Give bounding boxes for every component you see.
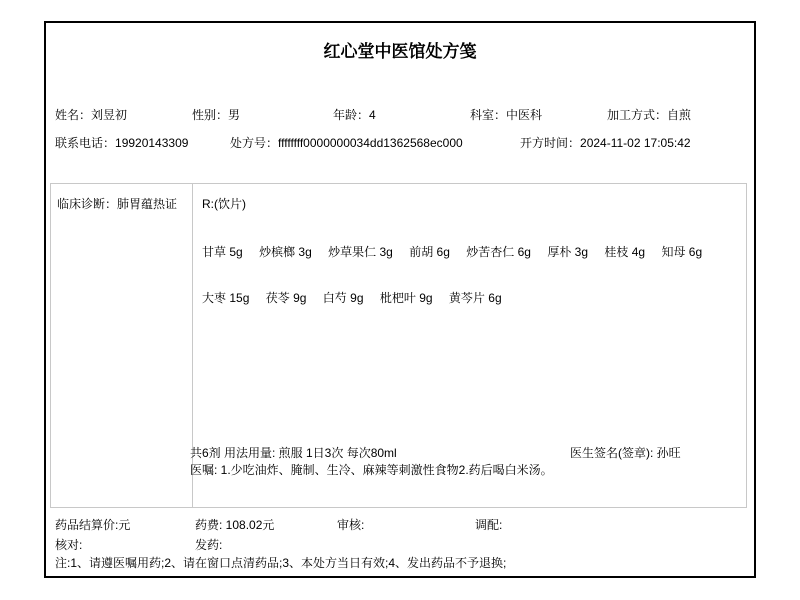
herb-item: 黄芩片 6g xyxy=(448,291,502,305)
patient-phone-label: 联系电话： xyxy=(55,136,116,150)
rx-time-value: 2024-11-02 17:05:42 xyxy=(580,136,691,150)
medical-advice: 医嘱: 1.少吃油炸、腌制、生冷、麻辣等刺激性食物2.药后喝白米汤。 xyxy=(190,463,553,477)
dispense-field: 调配: xyxy=(475,518,503,532)
rx-number-field xyxy=(230,136,463,151)
doctor-signature-field xyxy=(570,446,681,461)
settle-price-label: 药品结算价: xyxy=(55,518,119,532)
patient-dept-value: 中医科 xyxy=(506,108,543,122)
patient-gender-label: 性别： xyxy=(192,108,229,122)
herb-item: 炒槟榔 3g xyxy=(259,245,312,259)
fee-label: 药费: xyxy=(195,518,226,532)
patient-gender-field xyxy=(192,108,240,123)
patient-dept-field xyxy=(470,108,542,123)
herb-item: 茯苓 9g xyxy=(265,291,307,305)
rx-number-value: ffffffff0000000034dd1362568ec000 xyxy=(278,136,463,150)
prescription-box xyxy=(50,183,747,508)
herb-item: 甘草 5g xyxy=(202,245,243,259)
review-field: 审核: xyxy=(337,518,365,532)
patient-dept-label: 科室： xyxy=(470,108,507,122)
patient-phone-field xyxy=(55,136,188,151)
herb-item: 厚朴 3g xyxy=(547,245,589,259)
patient-process-value: 自煎 xyxy=(667,108,692,122)
doctor-signature-value: 孙旺 xyxy=(656,446,681,460)
patient-phone-value: 19920143309 xyxy=(115,136,189,150)
prescription-sheet xyxy=(44,21,756,578)
herb-item: 枇杷叶 9g xyxy=(379,291,433,305)
diagnosis-label: 临床诊断： xyxy=(57,197,118,211)
rx-number-label: 处方号： xyxy=(230,136,279,150)
settle-price-field xyxy=(55,518,130,533)
fee-field xyxy=(195,518,274,533)
herb-item: 前胡 6g xyxy=(409,245,450,259)
usage-line: 共6剂 用法用量: 煎服 1日3次 每次80ml xyxy=(190,446,397,460)
herb-item: 炒苦杏仁 6g xyxy=(466,245,531,259)
patient-age-label: 年龄： xyxy=(333,108,370,122)
herb-line-1 xyxy=(202,245,702,260)
footer-note: 注:1、请遵医嘱用药;2、请在窗口点清药品;3、本处方当日有效;4、发出药品不予退换; xyxy=(55,556,507,570)
rx-header: R:(饮片) xyxy=(202,197,246,211)
diagnosis-cell xyxy=(57,196,188,213)
herb-item: 桂枝 4g xyxy=(604,245,646,259)
doctor-signature-label: 医生签名(签章): xyxy=(570,446,657,460)
check-field: 核对: xyxy=(55,538,83,552)
settle-price-value: 元 xyxy=(118,518,131,532)
rx-time-label: 开方时间： xyxy=(520,136,581,150)
herb-item: 炒草果仁 3g xyxy=(328,245,393,259)
diagnosis-value: 肺胃蕴热证 xyxy=(117,197,178,211)
fee-value: 108.02元 xyxy=(225,518,275,532)
herb-line-2 xyxy=(202,291,502,306)
herb-item: 知母 6g xyxy=(661,245,703,259)
issue-field: 发药: xyxy=(195,538,223,552)
patient-age-field xyxy=(333,108,376,123)
patient-process-label: 加工方式： xyxy=(607,108,668,122)
patient-age-value: 4 xyxy=(369,108,376,122)
herb-item: 大枣 15g xyxy=(202,291,250,305)
rx-time-field xyxy=(520,136,691,151)
patient-name-label: 姓名： xyxy=(55,108,92,122)
patient-name-value: 刘昱初 xyxy=(91,108,128,122)
patient-gender-value: 男 xyxy=(228,108,241,122)
patient-name-field xyxy=(55,108,127,123)
page-title: 红心堂中医馆处方笺 xyxy=(323,42,477,61)
herb-item: 白芍 9g xyxy=(322,291,364,305)
patient-process-field xyxy=(607,108,691,123)
